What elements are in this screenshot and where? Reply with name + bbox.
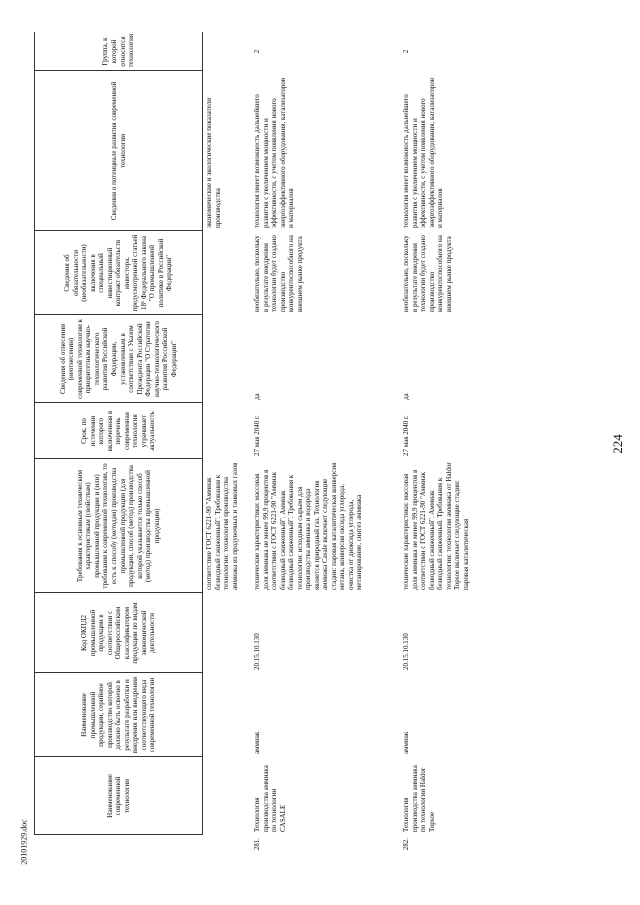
row-obligatory: необязательно, поскольку в результате внедрения технологии будет создано производство конкурентоспособного на внешнем рынке продукта	[253, 235, 304, 312]
row-potential: технология имеет возможность дальнейшего развития с увеличением мощности и эффективности, с учетом появления нового энергоэффективного оборудования, катализаторов и материалов	[402, 77, 445, 228]
carry-over-potential: экономические и экологические показатели производства	[205, 98, 222, 228]
row-group: 2	[402, 49, 410, 54]
document-sheet	[34, 32, 594, 857]
row-okpd2: 20.15.10.130	[253, 633, 261, 670]
header-priority: Сведения об отнесении (неотнесении) современной технологии к приоритетным научно-технологического развития Российской Федерации, установленным в соответствии с Указом Президента Российской Федерации "О Стратегии научно-технологического развития Российской Федерации"	[35, 315, 203, 403]
row-product: аммиак	[402, 731, 410, 754]
row-okpd2: 20.15.10.130	[402, 633, 410, 670]
header-okpd2-code: Код ОКПД2 промышленной продукции в соответствии с Общероссийским классификатором продукции по видам экономической деятельности	[35, 593, 203, 673]
row-requirements: технические характеристики: массовая доля аммиака не менее 99,9 процентов в соответствии с ГОСТ 6221-90 "Аммиак безводный сжиженный". Аммиак безводный сжиженный. Требования к технологии: технология аммиака от Haldor Topsoe включает следующие стадии: паровая каталитическая	[402, 462, 470, 590]
row-group: 2	[253, 49, 261, 54]
row-term: 27 мая 2040 г.	[402, 415, 410, 456]
row-term: 27 мая 2040 г.	[253, 415, 261, 456]
row-requirements: технические характеристики: массовая доля аммиака не менее 99,9 процентов в соответствии с ГОСТ 6221-90 "Аммиак безводный сжиженный". Аммиак безводный сжиженный". Требования к технологии: исходным сырьем для производства аммиака и водорода является природный газ. Технология аммиака Casale включает следующие стадии: паровая каталитическая конверсия метана, конверсия оксида углерода, очистка от диоксида углерода, метанирование, синтез аммиака	[253, 462, 364, 590]
row-number: 282.	[402, 838, 410, 851]
technology-table	[34, 32, 472, 857]
page-number: 224	[610, 434, 625, 454]
header-technology-name: Наименование современной технологии	[35, 757, 203, 835]
header-number	[35, 835, 203, 857]
row-priority: да	[253, 393, 261, 400]
row-obligatory: необязательно, поскольку в результате внедрения технологии будет создано производство конкурентоспособного на внешнем рынке продукта	[402, 235, 453, 312]
row-number: 281.	[253, 838, 261, 851]
header-group: Группа, к которой относится технология	[35, 32, 203, 71]
row-technology: Технология производства аммиака по технологии CASALE	[253, 765, 287, 832]
file-id: 20101929.doc	[19, 819, 29, 865]
row-potential: технология имеет возможность дальнейшего развития с увеличением мощности и эффективности, с учетом появления нового энергоэффективного оборудования, катализаторов и материалов	[253, 77, 296, 228]
carry-over-row	[203, 32, 252, 857]
header-obligatory: Сведения об обязательности (необязательности) включения в специальный инвестиционный контракт обязательств инвестора, предусмотренной статьей 18¹ Федерального закона "О промышленной политике в Российской Федерации"	[35, 231, 203, 315]
header-product-name: Наименование промышленной продукции, серийное производство которой должно быть освоено в результате разработки и внедрения или внедрения соответствующего вида современной технологии	[35, 673, 203, 757]
table-row	[251, 32, 400, 857]
row-product: аммиак	[253, 731, 261, 754]
header-row	[35, 32, 203, 857]
header-term: Срок, по истечении которого включенная в перечень современная технология утрачивает актуальность	[35, 403, 203, 459]
table-row	[400, 32, 472, 857]
rotated-table-wrapper	[34, 32, 594, 857]
carry-over-requirements: соответствие ГОСТ 6221-90 "Аммиак безводный сжиженный". Требования к технологии: технология производства аммиака из продувочных и танковых газов	[205, 462, 239, 590]
row-technology: Технология производства аммиака по технологии Haldor Topsoe	[402, 765, 436, 832]
header-requirements: Требования к основным техническим характеристикам (свойствам) промышленной продукции и (или) требования к современной технологии, то есть к способу (методам) производства промышленной продукции (для продукции, способ (метод) производства которой указывается только способ (метод) производства промышленной продукции)	[35, 459, 203, 593]
header-potential: Сведения о потенциале развития современной технологии	[35, 71, 203, 231]
row-priority: да	[402, 393, 410, 400]
